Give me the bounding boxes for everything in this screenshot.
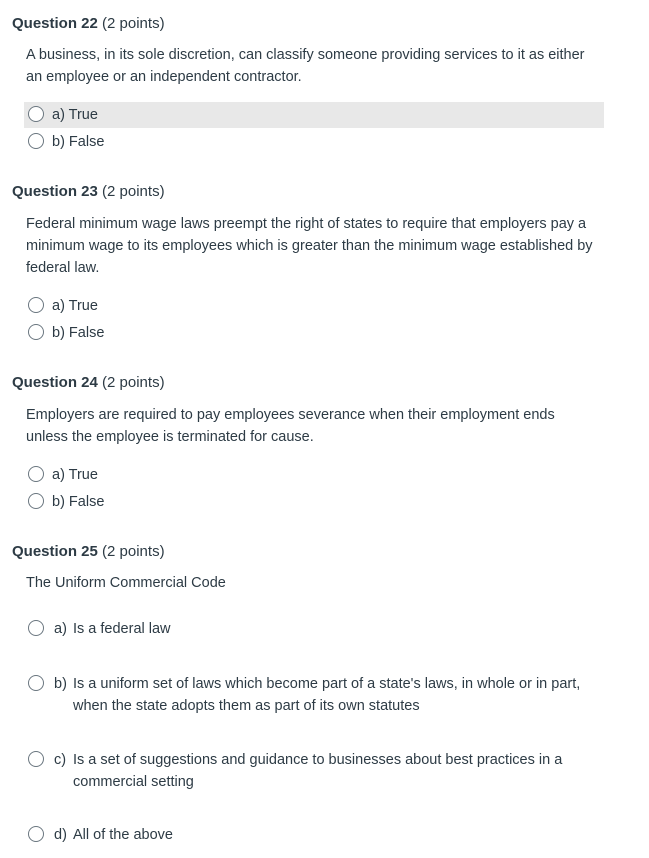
question-points: (2 points)	[102, 183, 165, 200]
radio-button[interactable]	[28, 297, 44, 313]
question-header	[12, 183, 165, 200]
question-text: Federal minimum wage laws preempt the right of states to require that employers pay a minimum wage to its employees which is greater than the minimum wage established by federal law.	[26, 216, 593, 276]
radio-button[interactable]	[28, 106, 44, 122]
answer-label: b) False	[52, 134, 105, 150]
answer-option-false[interactable]	[24, 320, 604, 346]
answer-label: a) True	[52, 107, 98, 123]
radio-button[interactable]	[28, 620, 44, 636]
question-header	[12, 543, 165, 560]
question-header	[12, 15, 165, 32]
answer-option-a[interactable]	[24, 617, 604, 641]
radio-button[interactable]	[28, 466, 44, 482]
question-title: Question 22	[12, 15, 98, 32]
radio-button[interactable]	[28, 493, 44, 509]
radio-button[interactable]	[28, 751, 44, 767]
answer-text: Is a set of suggestions and guidance to businesses about best practices in a commercial setting	[73, 752, 563, 790]
answer-letter: c)	[54, 752, 67, 768]
question-title: Question 23	[12, 183, 98, 200]
question-title: Question 24	[12, 374, 98, 391]
answer-option-false[interactable]	[24, 489, 604, 515]
answer-option-b[interactable]	[24, 672, 604, 718]
radio-button[interactable]	[28, 133, 44, 149]
answer-option-c[interactable]	[24, 748, 604, 794]
question-text: Employers are required to pay employees severance when their employment ends unless the employee is terminated for cause.	[26, 407, 555, 445]
answer-text: Is a uniform set of laws which become part of a state's laws, in whole or in part, when the state adopts them as part of its own statutes	[73, 676, 581, 714]
question-points: (2 points)	[102, 374, 165, 391]
question-text: A business, in its sole discretion, can classify someone providing services to it as either an employee or an independent contractor.	[26, 47, 585, 85]
radio-button[interactable]	[28, 324, 44, 340]
answer-label: b) False	[52, 325, 105, 341]
answer-option-false[interactable]	[24, 129, 604, 155]
answer-option-true[interactable]	[24, 462, 604, 488]
radio-button[interactable]	[28, 826, 44, 842]
question-header	[12, 374, 165, 391]
answer-label: a) True	[52, 467, 98, 483]
question-text: The Uniform Commercial Code	[26, 575, 226, 591]
answer-text: All of the above	[73, 827, 173, 843]
question-title: Question 25	[12, 543, 98, 560]
answer-letter: a)	[54, 621, 67, 637]
answer-label: a) True	[52, 298, 98, 314]
answer-text: Is a federal law	[73, 621, 171, 637]
question-points: (2 points)	[102, 543, 165, 560]
answer-option-true[interactable]	[24, 293, 604, 319]
answer-option-true[interactable]	[24, 102, 604, 128]
question-points: (2 points)	[102, 15, 165, 32]
answer-label: b) False	[52, 494, 105, 510]
answer-letter: d)	[54, 827, 67, 843]
answer-option-d[interactable]	[24, 823, 604, 847]
radio-button[interactable]	[28, 675, 44, 691]
answer-letter: b)	[54, 676, 67, 692]
